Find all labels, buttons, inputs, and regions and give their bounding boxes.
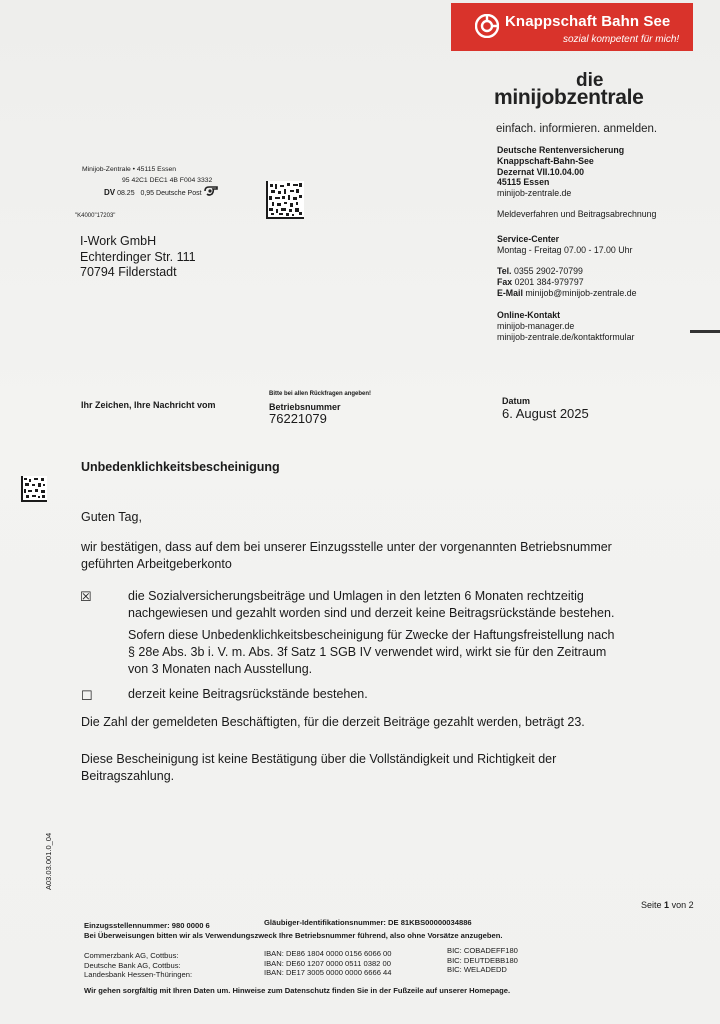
bank-iban: IBAN: DE60 1207 0000 0511 0382 00 [264,958,391,968]
service-center-label: Service-Center [497,234,560,244]
reference-label: Ihr Zeichen, Ihre Nachricht vom [81,400,216,410]
department: Meldeverfahren und Beitragsabrechnung [497,209,657,219]
email-label: E-Mail [497,287,523,298]
postage-datamatrix [266,181,304,219]
minijob-logo-die: die [576,70,604,91]
contact-block [497,266,636,298]
tel-value[interactable]: 0355 2902-70799 [513,266,583,276]
intro-line: geführten Arbeitgeberkonto [81,557,232,571]
institution-line: Deutsche Rentenversicherung [497,145,625,155]
betriebsnummer-value: 76221079 [269,411,327,426]
date-value: 6. August 2025 [502,406,589,421]
option-2-text: derzeit keine Beitragsrückstände bestehen. [128,687,368,701]
option-1-line: von 3 Monaten nach Ausstellung. [128,662,313,676]
online-label: Online-Kontakt [497,310,561,320]
institution-line: Dezernat VII.10.04.00 [497,166,585,177]
side-datamatrix [21,476,47,502]
return-address: Minijob-Zentrale • 45115 Essen [82,166,177,173]
recipient-address [80,234,196,281]
option-1-line: nachgewiesen und gezahlt worden sind und derzeit keine Beitragsrückstände bestehen. [128,606,615,620]
fold-mark [690,330,720,333]
bank-bic: BIC: DEUTDEBB180 [447,955,518,965]
bank-iban: IBAN: DE17 3005 0000 0000 6666 44 [264,968,392,977]
transfer-note: Bei Überweisungen bitten wir als Verwendungszweck Ihre Betriebsnummer führend, also ohne Vorsätze anzugeben. [84,931,503,940]
glaeubiger-id: Gläubiger-Identifikationsnummer: DE 81KBS00000034886 [264,918,472,927]
option-1-text [128,588,614,678]
page-current: 1 [664,900,670,910]
institution-address [497,145,624,199]
bank-iban: IBAN: DE86 1804 0000 0156 6066 00 [264,949,392,958]
intro-paragraph [81,539,612,573]
option-1-line: die Sozialversicherungsbeiträge und Umlagen in den letzten 6 Monaten rechtzeitig [128,589,584,603]
bank-ibans [264,949,392,978]
disclaimer [81,751,556,785]
knappschaft-logo [451,3,693,51]
bank-name: Deutsche Bank AG, Cottbus: [84,960,181,970]
intro-line: wir bestätigen, dass auf dem bei unserer Einzugsstelle unter der vorgenannten Betriebsnummer [81,540,612,554]
institution-line: Knappschaft-Bahn-See [497,155,594,166]
recipient-line: 70794 Filderstadt [80,265,177,279]
letter-subject: Unbedenklichkeitsbescheinigung [81,460,280,474]
page-number [641,900,694,910]
bank-name: Commerzbank AG, Cottbus: [84,951,179,960]
disclaimer-line: Diese Bescheinigung ist keine Bestätigung über die Vollständigkeit und Richtigkeit der [81,752,557,766]
recipient-line: I-Work GmbH [80,234,157,248]
minijob-claim: einfach. informieren. anmelden. [496,123,658,135]
reference-hint: Bitte bei allen Rückfragen angeben! [269,391,372,397]
postage-line [104,186,218,197]
service-hours: Montag - Freitag 07.00 - 17.00 Uhr [497,244,633,255]
fax-value: 0201 384-979797 [514,276,584,287]
postage-code: 95 42C1 DEC1 4B F004 3332 [122,177,213,184]
option-1-checkbox[interactable]: ☒ [80,589,92,604]
recipient-code: "K4000"17203" [75,213,116,219]
page-label: Seite [641,900,662,910]
option-1-line: Sofern diese Unbedenklichkeitsbescheinigung für Zwecke der Haftungsfreistellung nach [128,628,615,642]
postage-date: 08.25 [117,190,135,197]
disclaimer-line: Beitragszahlung. [81,769,175,783]
fax-label: Fax [497,276,513,287]
institution-line: 45115 Essen [497,177,550,188]
post-horn-icon [204,186,218,196]
greeting: Guten Tag, [81,510,142,524]
online-link-form[interactable]: minijob-zentrale.de/kontaktformular [497,331,635,342]
tel-label: Tel. [497,266,512,276]
knappschaft-emblem-icon [475,14,499,38]
option-2-checkbox[interactable]: ☐ [81,688,93,703]
option-1-line: § 28e Abs. 3b i. V. m. Abs. 3f Satz 1 SGB IV verwendet wird, wirkt sie für den Zeitraum [128,645,607,659]
minijob-logo-name: minijobzentrale [494,86,644,109]
online-contact [497,310,634,342]
recipient-line: Echterdinger Str. 111 [80,249,196,264]
date-label: Datum [502,396,531,406]
form-id: A03.03.001.0_04 [44,832,53,890]
einzugsstellennummer: Einzugsstellennummer: 980 0000 6 [84,921,210,930]
bank-name: Landesbank Hessen-Thüringen: [84,970,193,979]
bank-names [84,951,192,980]
bank-bic: BIC: WELADEDD [447,965,507,974]
postage-dv: DV [104,188,116,197]
bank-bic: BIC: COBADEFF180 [447,946,518,955]
page-total: von 2 [671,900,694,910]
postage-amount: 0,95 Deutsche Post [140,190,202,197]
privacy-note: Wir gehen sorgfältig mit Ihren Daten um. Hinweise zum Datenschutz finden Sie in der Fußzeile auf unserer Homepage. [84,986,511,995]
institution-web[interactable]: minijob-zentrale.de [497,188,572,199]
employee-count: Die Zahl der gemeldeten Beschäftigten, für die derzeit Beiträge gezahlt werden, beträgt 23. [81,715,585,729]
betriebsnummer-label: Betriebsnummer [269,402,341,412]
email-value[interactable]: minijob@minijob-zentrale.de [525,287,637,298]
service-center [497,234,632,256]
knappschaft-name: Knappschaft Bahn See [505,13,671,30]
bank-bics [447,946,518,975]
online-link-manager[interactable]: minijob-manager.de [497,320,575,331]
knappschaft-tagline: sozial kompetent für mich! [563,34,680,45]
